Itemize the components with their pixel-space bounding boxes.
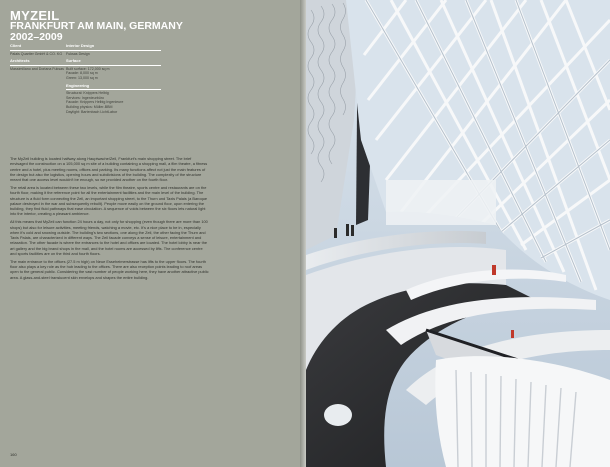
surface-line: Green: 13,000 sq m	[66, 75, 98, 80]
red-accent	[492, 265, 496, 275]
engineering-line: Building physics: Müller-BBM	[66, 104, 113, 109]
divider	[66, 89, 161, 90]
project-title-block	[10, 10, 290, 43]
project-years: 2002–2009	[10, 31, 63, 43]
interior-value: Fuksas Design	[66, 51, 90, 56]
architects-value: Massimiliano and Doriana Fuksas	[10, 66, 64, 71]
distant-glazing	[386, 180, 496, 225]
left-page	[0, 0, 300, 467]
engineering-line: Services: Ingenieurbüro	[66, 95, 104, 100]
floor-light-disc	[324, 404, 352, 426]
page-number: 160	[10, 452, 17, 457]
white-ceiling-canopy	[435, 356, 610, 467]
divider	[66, 65, 161, 66]
divider	[66, 50, 161, 51]
project-location: FRANKFURT AM MAIN, GERMANY	[10, 20, 183, 32]
surface-label: Surface	[66, 58, 81, 64]
body-paragraph: All this means that MyZeil can function 24 hours a day, not only for shopping (even though there are more than 100 shops) but also for leisure activities, meeting friends, watching a movie, etc. It's a nice place to be in, especially when it's cold and snowing outside. The building's two sections, one along the Zeil, the other facing the Thurn and Taxis Palais, are characterized in different ways. The Zeil facade conveys a sense of leisure, entertainment and relaxation. The other facade is where the entrances to the hotel and offices are located. The hotel lobby is near the art gallery and the big brand shops in the mall, and the hotel rooms are accessed by lifts. The conference centre and sports facilities are on the third and fourth floors.	[10, 219, 208, 257]
body-paragraph: The retail area is located between these two levels, while the film theatre, sports centre and restaurants are on the fourth floor, making it the reference point for all the entertainment facilities and the main level of the building. The structure is a fluid form connecting the Zeil, an important shopping street, to the Thurn und Taxis Palais (a Baroque palace destroyed in the war and subsequently rebuilt). People move easily on the ground floor, upon entering the building, they find fluid pathways that ease circulation. A sequence of voids between the six floors lets natural light into the interior, creating a pleasant ambience.	[10, 184, 208, 217]
surface-line: Built surface: 172,000 sq m	[66, 66, 110, 71]
body-paragraph: The main entrance to the offices (27.5 m high) on Neue Esseheimerstrasse has lifts to the upper floors. The fourth floor also plays a key role as the hub leading to the offices. There are also reception points leading to roof areas open to the general public. Considering the vast number of people working here, they have another attractive public area. A glass-and-steel translucent skin envelops and shapes the entire building.	[10, 258, 209, 280]
credits-column-right	[66, 44, 161, 114]
red-accent	[511, 330, 514, 338]
project-name: MYZEIL	[10, 8, 60, 23]
right-page	[306, 0, 610, 467]
client-value: Palais Quartier GmbH & CO. KG	[10, 51, 63, 56]
body-text	[10, 156, 210, 283]
interior-label: Interior Design	[66, 43, 95, 48]
architects-label: Architects	[10, 58, 30, 64]
engineering-line: Daylight: Bartenbach LichtLabor	[66, 109, 118, 114]
engineering-label: Engineering	[66, 82, 90, 88]
engineering-line: Facade: Knippers Helbig Ingenieure	[66, 100, 124, 105]
surface-line: Facade: 8,000 sq m	[66, 71, 98, 76]
client-label: Client	[10, 43, 22, 48]
interior-atrium-photo	[306, 0, 610, 467]
body-paragraph: The MyZeil building is located halfway along Hauptwache/Zeil, Frankfurt's main shopping street. The brief envisaged the construction on a 105,000 sq m site of a building containing a shopping mall, a film theatre, a fitness centre and a hotel, plus meeting rooms, offices and parking. Its many functions affect not just the main features of the design but also the logistics, opening hours and subdivisions of the building. The complexity of the structure meant that one access level wouldn't be enough, so we provided another on the fourth floor.	[10, 156, 208, 183]
engineering-line: Structural: Knippers Helbig	[66, 91, 109, 96]
